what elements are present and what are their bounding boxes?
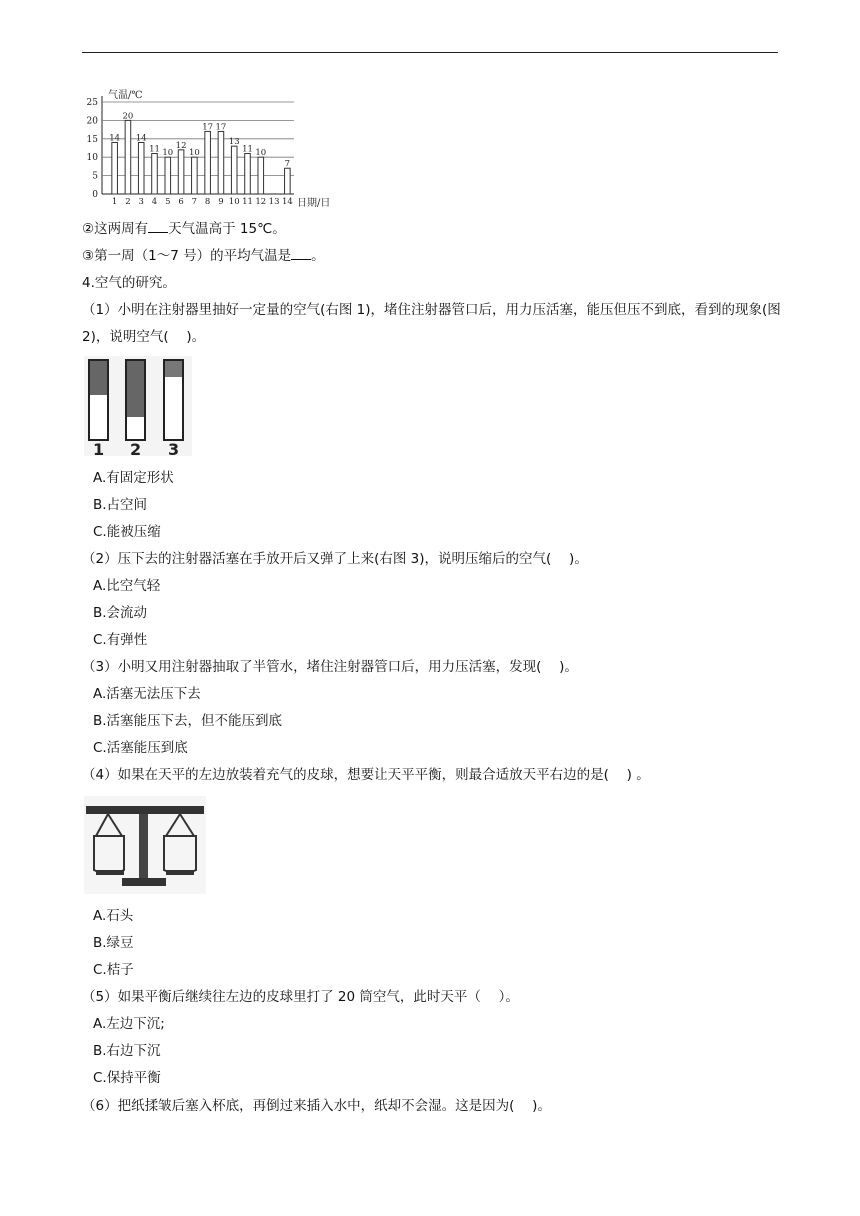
chart-xtick-label: 7 (191, 197, 198, 207)
q4-p4-option-b[interactable]: B.绿豆 (93, 935, 134, 951)
chart-ytick-label: 15 (86, 134, 98, 145)
header-rule (82, 52, 778, 53)
q4-p4-option-c[interactable]: C.桔子 (93, 962, 134, 978)
chart-bar (205, 131, 211, 194)
q4-p1-option-b[interactable]: B.占空间 (93, 497, 148, 513)
chart-bar (138, 142, 144, 194)
chart-ylabel: 气温/℃ (108, 90, 143, 101)
chart-data-label: 14 (135, 133, 147, 144)
chart-bar (192, 157, 198, 194)
chart-data-label: 14 (109, 133, 121, 144)
q4-p1-option-a[interactable]: A.有固定形状 (93, 470, 174, 486)
chart-data-label: 13 (228, 137, 240, 148)
q3-item2-suffix: 天气温高于 15℃。 (168, 221, 286, 237)
syringe-label-2: 2 (130, 440, 142, 456)
chart-bar (258, 157, 264, 194)
chart-xtick-label: 2 (125, 197, 131, 207)
syringe-figure (84, 356, 194, 456)
chart-xtick-label: 5 (165, 197, 171, 207)
chart-xtick-label: 14 (281, 197, 293, 207)
chart-data-label: 10 (188, 148, 200, 159)
chart-xtick-label: 9 (218, 197, 224, 207)
answer-blank[interactable] (291, 245, 311, 260)
q4-p1-option-c[interactable]: C.能被压缩 (93, 524, 161, 540)
q3-item3-suffix: 。 (311, 248, 325, 264)
q4-p2-option-a[interactable]: A.比空气轻 (93, 578, 161, 594)
q4-p4-option-a[interactable]: A.石头 (93, 908, 134, 924)
chart-xtick-label: 1 (111, 197, 118, 207)
q4-part6-text: （6）把纸揉皱后塞入杯底，再倒过来插入水中，纸却不会湿。这是因为( )。 (82, 1098, 551, 1114)
answer-blank[interactable] (148, 218, 168, 233)
q4-p5-option-c[interactable]: C.保持平衡 (93, 1070, 161, 1086)
q3-item3-prefix: ③第一周（1～7 号）的平均气温是 (82, 248, 292, 264)
chart-xtick-label: 4 (151, 197, 158, 207)
chart-bar (112, 142, 118, 194)
chart-xtick-label: 12 (255, 197, 267, 207)
chart-bar (125, 120, 131, 194)
q3-item2 (82, 218, 286, 239)
chart-ytick-label: 25 (86, 98, 98, 108)
chart-xtick-label: 6 (178, 197, 184, 207)
chart-bar (165, 157, 171, 194)
chart-data-label: 12 (175, 140, 187, 151)
chart-xtick-label: 11 (242, 197, 253, 207)
q4-part3-text: （3）小明又用注射器抽取了半管水，堵住注射器管口后，用力压活塞，发现( )。 (82, 659, 578, 675)
q4-part1-text: （1）小明在注射器里抽好一定量的空气(右图 1)，堵住注射器管口后，用力压活塞，能压但压不到底，看到的现象(图 2)，说明空气( )。 (82, 302, 781, 345)
chart-data-label: 11 (242, 144, 253, 155)
q3-item3 (82, 245, 325, 266)
chart-xtick-label: 13 (268, 197, 280, 207)
q4-part5-text: （5）如果平衡后继续往左边的皮球里打了 20 筒空气，此时天平（ ）。 (82, 989, 519, 1005)
chart-bar (152, 154, 158, 194)
chart-ytick-label: 20 (86, 116, 98, 127)
q4-p5-option-b[interactable]: B.右边下沉 (93, 1043, 161, 1059)
chart-ytick-label: 10 (86, 153, 98, 164)
q4-title: 4.空气的研究。 (82, 275, 176, 291)
q4-p3-option-c[interactable]: C.活塞能压到底 (93, 740, 188, 756)
chart-xtick-label: 8 (204, 197, 211, 207)
syringe-label-1: 1 (93, 440, 105, 456)
temperature-bar-chart (82, 82, 342, 210)
q4-part2-text: （2）压下去的注射器活塞在手放开后又弹了上来(右图 3)，说明压缩后的空气( )。 (82, 551, 588, 567)
chart-xtick-label: 3 (138, 197, 144, 207)
chart-ytick-label: 5 (92, 171, 98, 182)
q4-p2-option-c[interactable]: C.有弹性 (93, 632, 148, 648)
balance-scale-figure (84, 796, 206, 894)
chart-ytick-label: 0 (92, 190, 98, 200)
chart-bar (285, 168, 291, 194)
chart-xtick-label: 10 (228, 197, 240, 207)
chart-xlabel: 日期/日 (297, 198, 331, 209)
chart-bar (178, 150, 184, 194)
chart-data-label: 10 (162, 148, 174, 159)
chart-data-label: 17 (215, 122, 227, 133)
chart-bar (231, 146, 237, 194)
q4-p5-option-a[interactable]: A.左边下沉; (93, 1016, 165, 1032)
chart-data-label: 11 (149, 144, 160, 155)
chart-data-label: 20 (122, 111, 134, 122)
chart-data-label: 10 (255, 148, 267, 159)
chart-bar (218, 131, 224, 194)
q4-part4-text: （4）如果在天平的左边放装着充气的皮球，想要让天平平衡，则最合适放天平右边的是( ) 。 (82, 767, 650, 783)
q4-p2-option-b[interactable]: B.会流动 (93, 605, 148, 621)
q4-p3-option-a[interactable]: A.活塞无法压下去 (93, 686, 201, 702)
chart-bar (245, 154, 251, 194)
chart-data-label: 17 (202, 122, 214, 133)
chart-data-label: 7 (284, 159, 291, 170)
syringe-label-3: 3 (168, 440, 180, 456)
q4-p3-option-b[interactable]: B.活塞能压下去，但不能压到底 (93, 713, 283, 729)
q3-item2-prefix: ②这两周有 (82, 221, 149, 237)
